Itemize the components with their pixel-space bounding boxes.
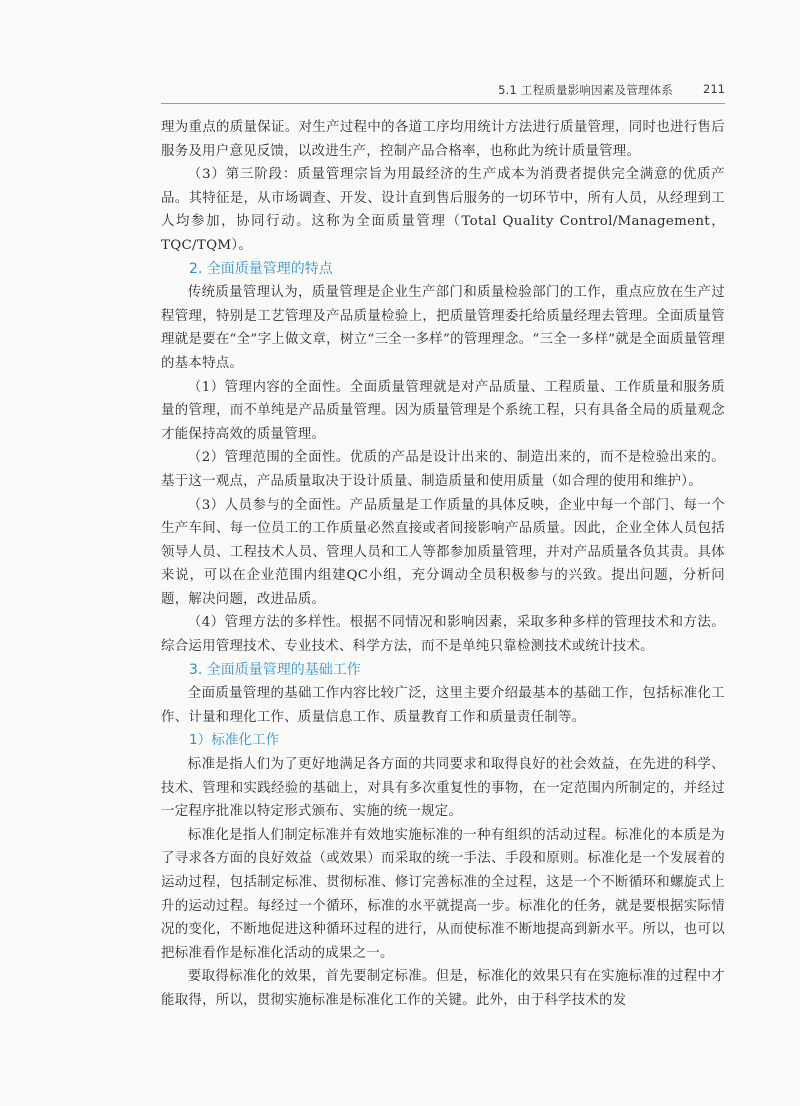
section-title: 5.1 工程质量影响因素及管理体系	[498, 83, 673, 97]
heading-tqm-features: 2. 全面质量管理的特点	[189, 260, 333, 277]
paragraph-standardization-definition: 标准化是指人们制定标准并有效地实施标准的一种有组织的活动过程。标准化的本质是为了寻求各方面的良好效益（或效果）而采取的统一手法、手段和原则。标准化是一个发展着的运动过程，包括制定标准、贯彻标准、修订完善标准的全过程，这是一个不断循环和螺旋式上升的运动过程。每经过一个循环，标准的水平就提高一步。标准化的任务，就是要根据实际情况的变化，不断地促进这种循环过程的进行，从而使标准不断地提高到新水平。所以，也可以把标准看作是标准化活动的成果之一。	[161, 827, 725, 961]
paragraph-continued: 理为重点的质量保证。对生产过程中的各道工序均用统计方法进行质量管理，同时也进行售后服务及用户意见反馈，以改进生产，控制产品合格率，也称此为统计质量管理。	[161, 120, 725, 159]
paragraph-scope-comprehensiveness: （2）管理范围的全面性。优质的产品是设计出来的、制造出来的，而不是检验出来的。基于这一观点，产品质量取决于设计质量、制造质量和使用质量（如合理的使用和维护）。	[161, 450, 725, 489]
header-rule	[161, 103, 725, 104]
heading-standardization: 1）标准化工作	[189, 732, 280, 749]
page-body	[161, 116, 725, 1013]
paragraph-method-diversity: （4）管理方法的多样性。根据不同情况和影响因素，采取多种多样的管理技术和方法。综合运用管理技术、专业技术、科学方法，而不是单纯只靠检测技术或统计技术。	[161, 615, 725, 655]
running-header	[161, 82, 725, 100]
paragraph-standard-implementation: 要取得标准化的效果，首先要制定标准。但是，标准化的效果只有在实施标准的过程中才能取得，所以，贯彻实施标准是标准化工作的关键。此外，由于科学技术的发	[161, 969, 725, 1008]
paragraph-personnel-comprehensiveness: （3）人员参与的全面性。产品质量是工作质量的具体反映，企业中每一个部门、每一个生产车间、每一位员工的工作质量必然直接或者间接影响产品质量。因此，企业全体人员包括领导人员、工程技术人员、管理人员和工人等都参加质量管理，并对产品质量各负其责。具体来说，可以在企业范围内组建QC小组，充分调动全员积极参与的兴致。提出问题，分析问题，解决问题，改进品质。	[161, 497, 725, 607]
paragraph-content-comprehensiveness: （1）管理内容的全面性。全面质量管理就是对产品质量、工程质量、工作质量和服务质量的管理，而不单纯是产品质量管理。因为质量管理是个系统工程，只有具备全局的质量观念才能保持高效的质量管理。	[161, 379, 725, 442]
paragraph-standard-definition: 标准是指人们为了更好地满足各方面的共同要求和取得良好的社会效益，在先进的科学、技术、管理和实践经验的基础上，对具有多次重复性的事物，在一定范围内所制定的，并经过一定程序批准以特定形式颁布、实施的统一规定。	[161, 757, 725, 820]
heading-tqm-basics: 3. 全面质量管理的基础工作	[189, 661, 361, 678]
paragraph-basic-work: 全面质量管理的基础工作内容比较广泛，这里主要介绍最基本的基础工作，包括标准化工作、计量和理化工作、质量信息工作、质量教育工作和质量责任制等。	[161, 686, 725, 725]
paragraph-stage-3: （3）第三阶段：质量管理宗旨为用最经济的生产成本为消费者提供完全满意的优质产品。其特征是，从市场调查、开发、设计直到售后服务的一切环节中，所有人员，从经理到工人均参加，协同行动。这称为全面质量管理（Total Quality Control/Management，TQC/TQM）。	[161, 167, 725, 253]
paragraph-traditional-qm: 传统质量管理认为，质量管理是企业生产部门和质量检验部门的工作，重点应放在生产过程管理，特别是工艺管理及产品质量检验上，把质量管理委托给质量经理去管理。全面质量管理就是要在“全”字上做文章，树立“三全一多样”的管理理念。“三全一多样”就是全面质量管理的基本特点。	[161, 285, 725, 371]
page-number: 211	[703, 82, 725, 96]
